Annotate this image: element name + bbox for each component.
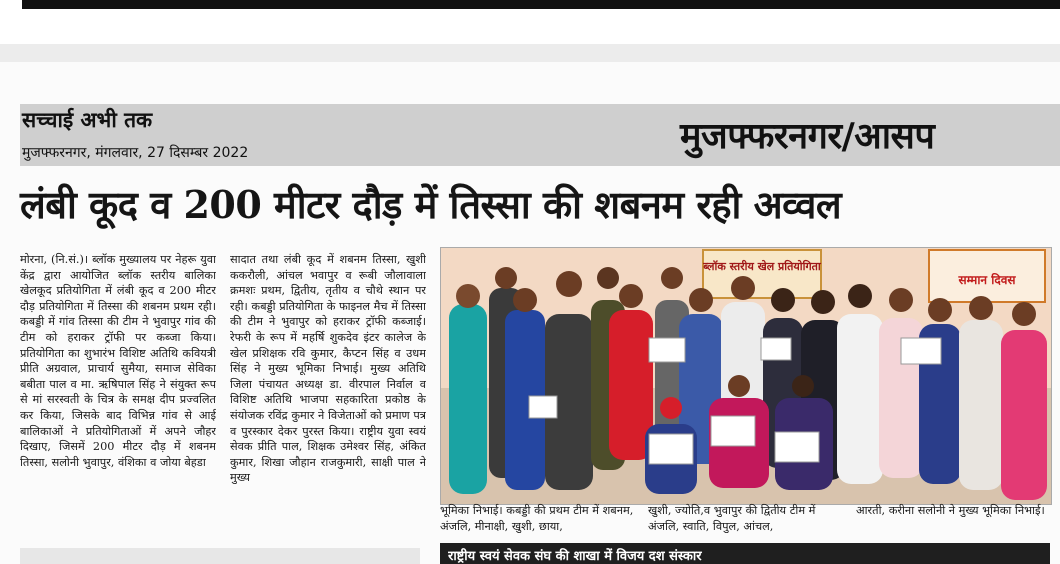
section-title: मुजफ्फरनगर/आसप <box>680 116 935 157</box>
top-black-bar <box>22 0 1060 9</box>
dateline: मुजफ्फरनगर, मंगलवार, 27 दिसम्बर 2022 <box>22 145 249 161</box>
group-photo-illustration <box>441 248 1051 504</box>
photo-caption-2: खुशी, ज्योति,व भुवापुर की द्वितीय टीम में अंजलि, स्वाति, विपुल, आंचल, <box>648 504 816 533</box>
photo-caption-1: भूमिका निभाई। कबड्डी की प्रथम टीम में शबनम, अंजलि, मीनाक्षी, खुशी, छाया, <box>440 504 634 533</box>
photo-banner-right-text: सम्मान दिवस <box>958 273 1016 287</box>
news-photo <box>440 247 1052 505</box>
next-article-cut <box>20 548 420 564</box>
article-column-1: मोरना, (नि.सं.)। ब्लॉक मुख्यालय पर नेहरू युवा केंद्र द्वारा आयोजित ब्लॉक स्तरीय बालिका खेलकूद प्रतियोगिता में लंबी कूद व 200 मीटर दौड़ प्रतियोगिता में तिस्सा की शबनम प्रथम रही। कबड्डी में गांव तिस्सा की टीम ने भुवापुर गांव की टीम को हराकर ट्रॉफी पर कब्जा किया। प्रतियोगिता का शुभारंभ विशिष्ट अतिथि कवियत्री प्रीति अग्रवाल, प्राचार्य सुमैया, समाज सेविका बबीता पाल व मा. ऋषिपाल सिंह ने संयुक्त रूप से मां सरस्वती के चित्र के समक्ष दीप प्रज्वलित कर किया, जिसके बाद विभिन्न गांव से आई बालिकाओं ने प्रतियोगिताओं में अपने जौहर दिखाए, जिसमें 200 मीटर दौड़ में शबनम तिस्सा, सलोनी भुवापुर, वंशिका व जोया बेहडा <box>20 253 216 469</box>
bottom-strip-text: राष्ट्रीय स्वयं सेवक संघ की शाखा में विजय दश संस्कार <box>448 549 702 564</box>
photo-caption-3: आरती, करीना सलोनी ने मुख्य भूमिका निभाई। <box>856 504 1045 517</box>
headline: लंबी कूद व 200 मीटर दौड़ में तिस्सा की शबनम रही अव्वल <box>20 182 842 227</box>
photo-banner-text: ब्लॉक स्तरीय खेल प्रतियोगिता <box>703 260 821 273</box>
article-column-2: सादात तथा लंबी कूद में शबनम तिस्सा, खुशी ककरौली, आंचल भवापुर व रूबी जौलावाला क्रमशः प्रथम, द्वितीय, तृतीय व चौथे स्थान पर रही। कबड्डी प्रतियोगिता के फाइनल मैच में तिस्सा की टीम ने भुवापुर को हराकर ट्रॉफी कब्जाई। रेफरी के रूप में महर्षि शुकदेव इंटर कालेज के खेल प्रशिक्षक रवि कुमार, कैप्टन सिंह व उधम सिंह ने मुख्य भूमिका निभाई। मुख्य अतिथि जिला पंचायत अध्यक्ष डा. वीरपाल निर्वाल व विशिष्ट अतिथि भाजपा सहकारिता प्रकोष्ठ के संयोजक रविंद्र कुमार ने विजेताओं को प्रमाण पत्र व पुरस्कार देकर पुरस्‍त किया। राष्ट्रीय युवा स्वयं सेवक प्रीति पाल, शिक्षक उमेश्वर सिंह, अंकित कुमार, शिखा जौहान राजकुमारी, साक्षी पाल ने मुख्य <box>230 253 426 485</box>
page-separator <box>0 44 1060 62</box>
masthead: सच्चाई अभी तक <box>22 107 153 132</box>
